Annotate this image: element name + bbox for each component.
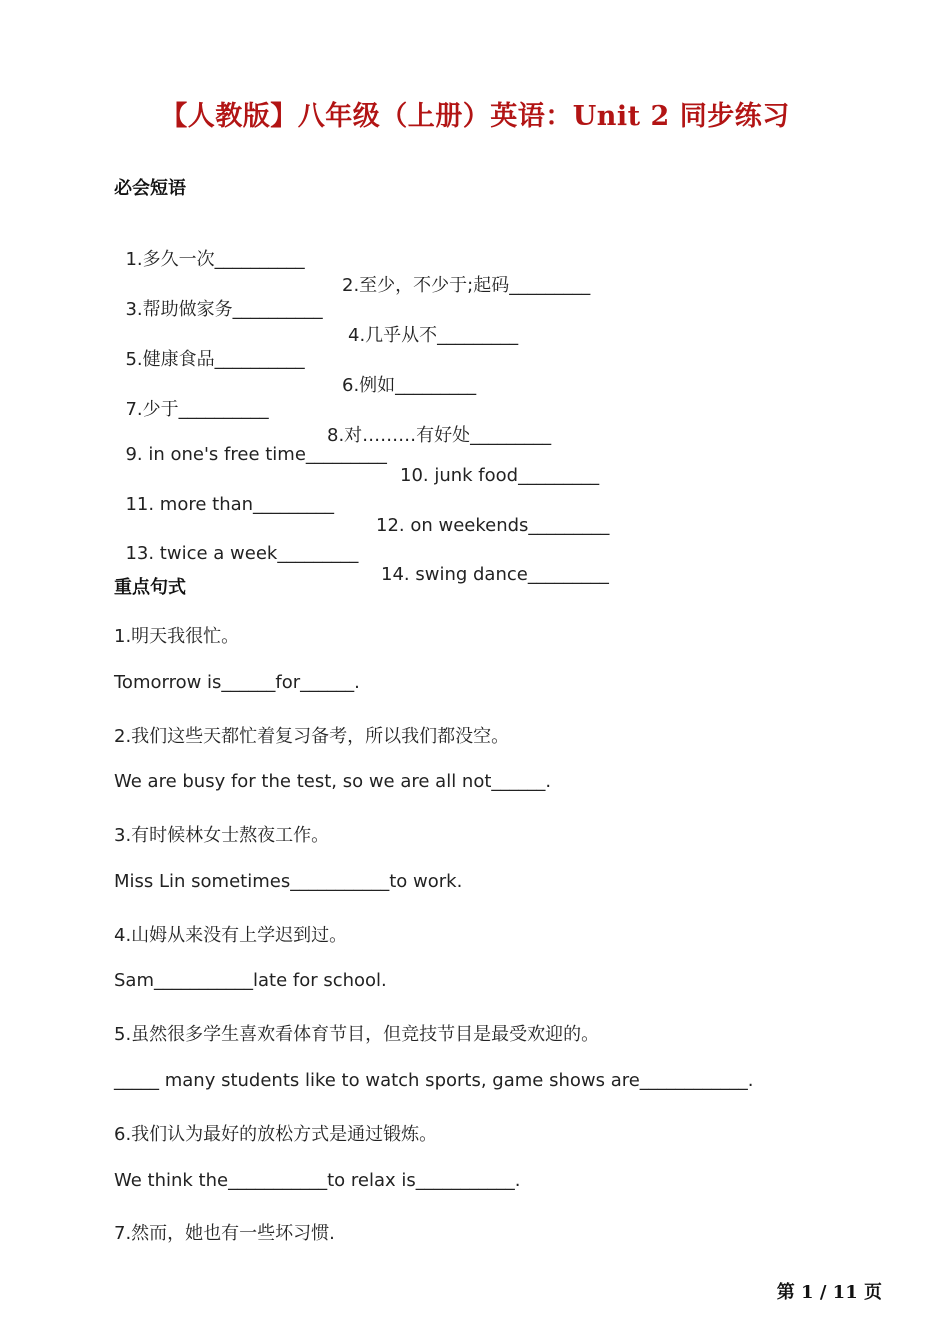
phrase-item: 6.例如_________	[342, 375, 477, 396]
sentence-line: Tomorrow is______for______.	[114, 672, 360, 693]
phrase-item: 11. more than_________	[125, 494, 335, 515]
phrase-item: 4.几乎从不_________	[348, 325, 519, 346]
phrase-item: 5.健康食品__________	[125, 349, 305, 370]
section-heading-sentences: 重点句式	[114, 577, 186, 598]
phrase-item: 2.至少，不少于;起码_________	[342, 275, 591, 296]
page-title: 【人教版】八年级（上册）英语：Unit 2 同步练习	[160, 101, 790, 132]
sentence-line: 4.山姆从来没有上学迟到过。	[114, 925, 348, 946]
page-number: 第 1 / 11 页	[776, 1282, 882, 1303]
phrase-item: 3.帮助做家务__________	[125, 299, 323, 320]
phrase-item: 8.对………有好处_________	[327, 425, 552, 446]
section-heading-phrases: 必会短语	[114, 178, 186, 199]
phrase-item: 10. junk food_________	[400, 465, 600, 486]
phrase-item: 1.多久一次__________	[125, 249, 305, 270]
phrase-item: 13. twice a week_________	[125, 543, 359, 564]
phrase-item: 9. in one's free time_________	[125, 444, 387, 465]
sentence-line: _____ many students like to watch sports, game shows are____________.	[114, 1070, 754, 1091]
sentence-line: We think the___________to relax is___________.	[114, 1170, 521, 1191]
sentence-line: 2.我们这些天都忙着复习备考，所以我们都没空。	[114, 726, 510, 747]
phrase-item: 14. swing dance_________	[381, 564, 609, 585]
sentence-line: Sam___________late for school.	[114, 970, 387, 991]
sentence-line: 5.虽然很多学生喜欢看体育节目，但竞技节目是最受欢迎的。	[114, 1024, 600, 1045]
sentence-line: 7.然而，她也有一些坏习惯.	[114, 1223, 335, 1244]
sentence-line: 6.我们认为最好的放松方式是通过锻炼。	[114, 1124, 438, 1145]
sentence-line: We are busy for the test, so we are all not______.	[114, 771, 552, 792]
sentence-line: 1.明天我很忙。	[114, 626, 240, 647]
phrase-item: 12. on weekends_________	[376, 515, 610, 536]
sentence-line: Miss Lin sometimes___________to work.	[114, 871, 463, 892]
sentence-line: 3.有时候林女士熬夜工作。	[114, 825, 330, 846]
phrase-item: 7.少于__________	[125, 399, 269, 420]
